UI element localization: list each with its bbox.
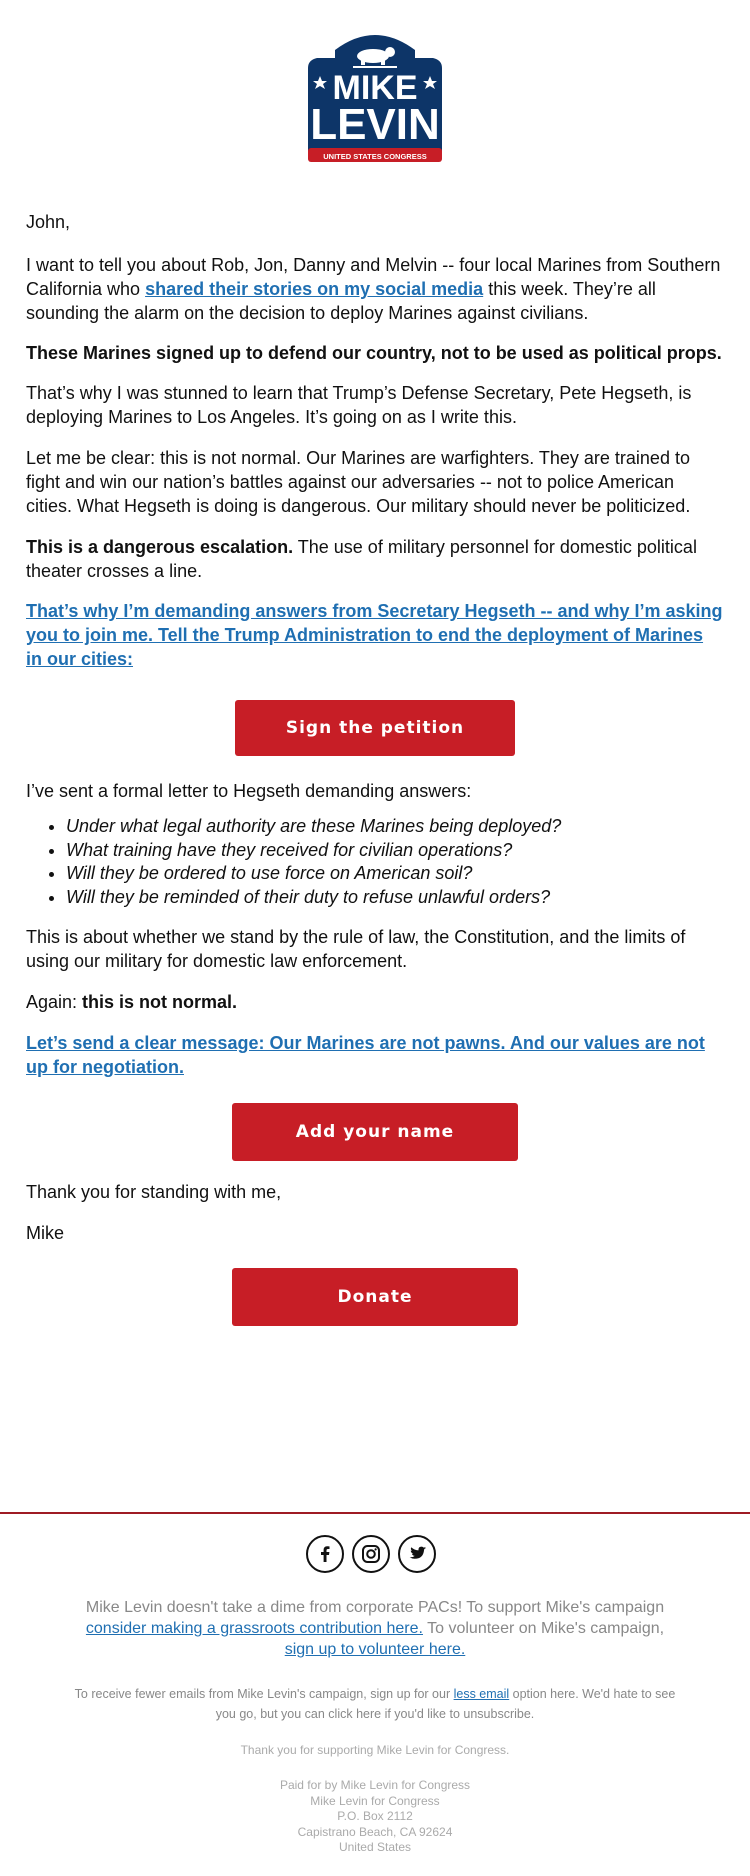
campaign-logo [305,28,445,164]
list-item: • Will they be ordered to use force on American soil? [66,862,724,886]
donate-button[interactable]: Donate [232,1268,518,1326]
logo-subtitle: UNITED STATES CONGRESS [323,152,427,161]
paragraph-marines-props: These Marines signed up to defend our country, not to be used as political props. [26,343,722,363]
unsubscribe-notice: To receive fewer emails from Mike Levin's campaign, sign up for our less email option here. We'd hate to see you go, but you can click here if you'd like to unsubscribe. [74,1687,676,1721]
paid-for-address: Paid for by Mike Levin for Congress Mike Levin for Congress P.O. Box 2112 Capistrano Beach, CA 92624 United States [279,1778,471,1854]
twitter-icon[interactable] [398,1535,436,1573]
social-media-link[interactable]: shared their stories on my social media [145,279,484,299]
paragraph-stunned: That’s why I was stunned to learn that Trump’s Defense Secretary, Pete Hegseth, is deploying Marines to Los Angeles. It’s going on as I write this. [26,383,692,427]
greeting: John, [26,212,71,232]
sign-petition-button[interactable]: Sign the petition [235,700,515,756]
pac-statement: Mike Levin doesn't take a dime from corporate PACs! To support Mike's campaign consider making a grassroots contribution here. To volunteer on Mike's campaign, sign up to volunteer here. [85,1599,665,1658]
instagram-icon[interactable] [352,1535,390,1573]
paragraph-not-normal: Let me be clear: this is not normal. Our Marines are warfighters. They are trained to fight and win our nation’s battles against our adversaries -- not to police American cities. What Hegseth is doing is dangerous. Our military should never be politicized. [26,448,691,516]
petition-link[interactable]: That’s why I’m demanding answers from Secretary Hegseth -- and why I’m asking you to join me. Tell the Trump Administration to end the deployment of Marines in our cities: [26,601,723,669]
list-item: • Will they be reminded of their duty to refuse unlawful orders? [66,886,724,910]
add-your-name-button[interactable]: Add your name [232,1103,518,1161]
footer-divider [0,1512,750,1514]
less-email-link[interactable]: less email [453,1687,510,1701]
logo-name-line2: LEVIN [310,100,440,149]
header [0,0,750,190]
paragraph-again: Again: this is not normal. [26,992,238,1012]
logo-name-line1: MIKE [332,69,418,107]
thanks-line: Thank you for supporting Mike Levin for Congress. [240,1743,510,1757]
list-item: • What training have they received for civilian operations? [66,839,724,863]
cta-clear-message [26,1031,724,1079]
paragraph-intro: I want to tell you about Rob, Jon, Danny and Melvin -- four local Marines from Southern California who shared their stories on my social media this week. They’re all sounding the alarm on the decision to deploy Marines against civilians. [26,255,721,323]
paragraph-formal-letter: I’ve sent a formal letter to Hegseth demanding answers: [26,781,472,801]
questions-list [26,815,724,909]
clear-message-link[interactable]: Let’s send a clear message: Our Marines are not pawns. And our values are not up for negotiation. [26,1033,705,1077]
cta-demand-answers [26,599,724,671]
signature: Mike [26,1223,65,1243]
volunteer-link[interactable]: sign up to volunteer here. [284,1641,466,1658]
paragraph-escalation: This is a dangerous escalation. The use of military personnel for domestic political theater crosses a line. [26,537,697,581]
contribution-link[interactable]: consider making a grassroots contribution here. [85,1620,423,1637]
message-content [0,210,750,1326]
facebook-icon[interactable] [306,1535,344,1573]
closing: Thank you for standing with me, [26,1182,282,1202]
paragraph-rule-of-law: This is about whether we stand by the rule of law, the Constitution, and the limits of using our military for domestic law enforcement. [26,927,686,971]
list-item: • Under what legal authority are these Marines being deployed? [66,815,724,839]
social-links [306,1535,436,1573]
